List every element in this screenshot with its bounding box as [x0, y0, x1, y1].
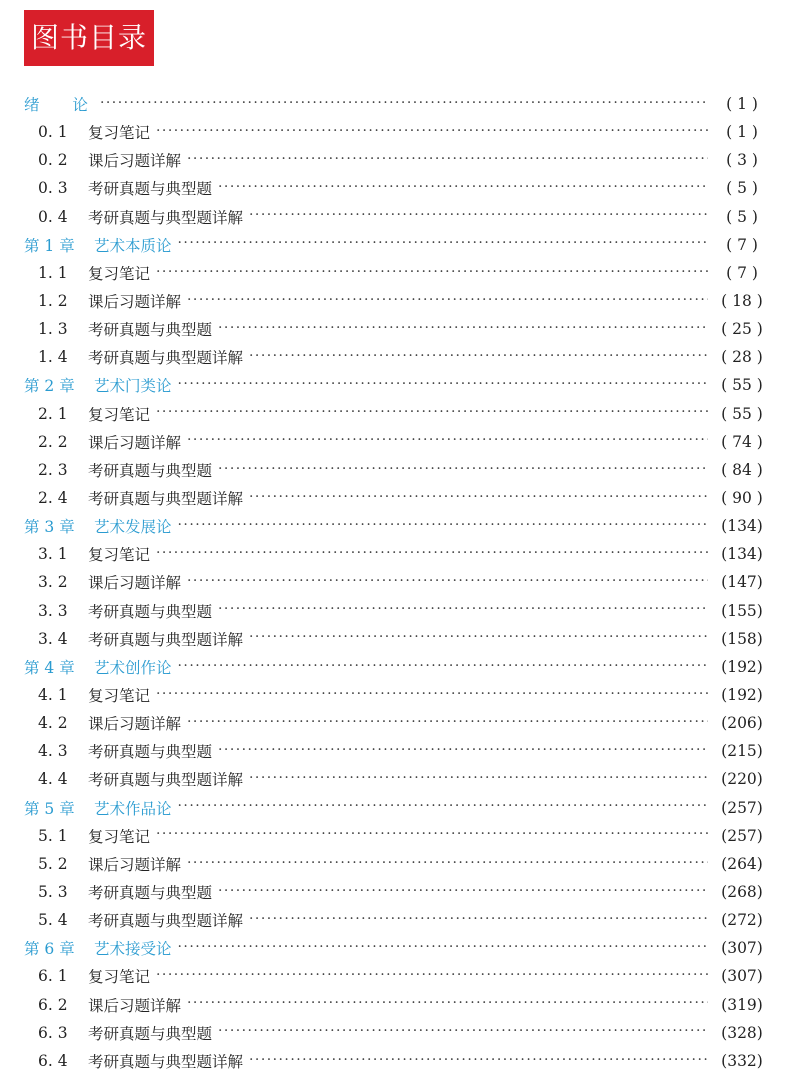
toc-entry-title: 课后习题详解 [88, 293, 182, 312]
toc-entry-number: 5. 2 [38, 854, 68, 873]
toc-entry-number: 0. 4 [38, 207, 68, 226]
toc-entry-number: 4. 1 [38, 686, 68, 705]
dot-leader [218, 320, 708, 339]
toc-section-row[interactable] [0, 709, 790, 737]
dot-leader [249, 911, 708, 930]
toc-chapter-row[interactable] [0, 371, 790, 399]
toc-page-number: ( 90 ) [721, 489, 763, 508]
toc-page-number: (220) [721, 770, 763, 789]
toc-entry-title: 考研真题与典型题详解 [88, 912, 244, 931]
toc-entry-number: 第 2 章 [24, 377, 75, 396]
toc-entry-number: 第 3 章 [24, 518, 75, 537]
toc-page-number: ( 18 ) [721, 292, 763, 311]
dot-leader [156, 404, 708, 423]
toc-entry-number: 3. 2 [38, 573, 68, 592]
dot-leader [156, 264, 708, 283]
toc-section-row[interactable] [0, 287, 790, 315]
toc-chapter-row[interactable] [0, 512, 790, 540]
toc-section-row[interactable] [0, 146, 790, 174]
toc-entry-title: 考研真题与典型题详解 [88, 1052, 244, 1071]
toc-entry-number: 第 1 章 [24, 236, 75, 255]
toc-entry-title: 考研真题与典型题 [88, 180, 213, 199]
toc-page-number: ( 5 ) [726, 207, 758, 226]
dot-leader [187, 855, 708, 874]
toc-section-row[interactable] [0, 597, 790, 625]
dot-leader [178, 658, 708, 677]
toc-section-row[interactable] [0, 118, 790, 146]
toc-section-row[interactable] [0, 878, 790, 906]
toc-section-row[interactable] [0, 681, 790, 709]
dot-leader [178, 376, 708, 395]
toc-page-number: ( 55 ) [721, 404, 763, 423]
toc-entry-title: 复习笔记 [88, 405, 151, 424]
toc-entry-number: 4. 3 [38, 742, 68, 761]
toc-entry-number: 6. 1 [38, 967, 68, 986]
dot-leader [156, 826, 708, 845]
toc-entry-number: 3. 4 [38, 629, 68, 648]
toc-entry-title: 复习笔记 [88, 687, 151, 706]
dot-leader [218, 601, 708, 620]
toc-page-number: (206) [721, 714, 763, 733]
dot-leader [249, 770, 708, 789]
dot-leader [100, 95, 708, 114]
dot-leader [249, 348, 708, 367]
toc-section-row[interactable] [0, 962, 790, 990]
dot-leader [218, 461, 708, 480]
toc-section-row[interactable] [0, 568, 790, 596]
toc-entry-number: 0. 3 [38, 179, 68, 198]
dot-leader [156, 967, 708, 986]
toc-section-row[interactable] [0, 906, 790, 934]
toc-entry-number: 5. 4 [38, 911, 68, 930]
toc-entry-title: 艺术发展论 [94, 518, 172, 537]
toc-section-row[interactable] [0, 343, 790, 371]
toc-entry-number: 4. 4 [38, 770, 68, 789]
toc-page-number: (307) [721, 967, 763, 986]
toc-entry-number: 6. 2 [38, 995, 68, 1014]
toc-page-number: (215) [721, 742, 763, 761]
toc-section-row[interactable] [0, 456, 790, 484]
toc-entry-number: 0. 2 [38, 151, 68, 170]
toc-page-number: ( 28 ) [721, 348, 763, 367]
dot-leader [187, 432, 708, 451]
toc-entry-title: 复习笔记 [88, 124, 151, 143]
toc-section-row[interactable] [0, 400, 790, 428]
toc-section-row[interactable] [0, 315, 790, 343]
toc-entry-title: 考研真题与典型题 [88, 602, 213, 621]
dot-leader [249, 1052, 708, 1071]
toc-entry-number: 1. 1 [38, 263, 68, 282]
dot-leader [187, 714, 708, 733]
toc-section-row[interactable] [0, 174, 790, 202]
dot-leader [156, 686, 708, 705]
toc-entry-number: 第 6 章 [24, 940, 75, 959]
dot-leader [187, 995, 708, 1014]
toc-chapter-row[interactable] [0, 653, 790, 681]
dot-leader [178, 798, 708, 817]
toc-entry-title: 复习笔记 [88, 264, 151, 283]
toc-page-number: (332) [721, 1051, 763, 1070]
toc-entry-title: 考研真题与典型题 [88, 1024, 213, 1043]
toc-page-number: (192) [721, 657, 763, 676]
toc-entry-title: 艺术接受论 [94, 940, 172, 959]
toc-entry-title: 考研真题与典型题详解 [88, 349, 244, 368]
toc-page-number: ( 7 ) [726, 235, 758, 254]
dot-leader [218, 179, 708, 198]
toc-page-number: ( 55 ) [721, 376, 763, 395]
toc-page-number: (328) [721, 1023, 763, 1042]
toc-page-number: (268) [721, 883, 763, 901]
toc-section-row[interactable] [0, 540, 790, 568]
toc-section-row[interactable] [0, 259, 790, 287]
dot-leader [178, 235, 708, 254]
toc-entry-number: 3. 3 [38, 601, 68, 620]
toc-chapter-row[interactable] [0, 794, 790, 822]
page-title: 图书目录 [24, 10, 154, 66]
toc-entry-title: 艺术作品论 [94, 799, 172, 818]
toc-page-number: (158) [721, 629, 763, 648]
toc-page-number: (319) [721, 995, 763, 1014]
toc-page-number: (264) [721, 854, 763, 873]
toc-entry-number: 1. 4 [38, 348, 68, 367]
toc-page-number: (272) [721, 911, 763, 930]
toc-page-number: (134) [721, 545, 763, 564]
toc-page-number: ( 3 ) [726, 151, 758, 170]
toc-section-row[interactable] [0, 1047, 790, 1075]
toc-section-row[interactable] [0, 850, 790, 878]
toc-page-number: ( 84 ) [721, 460, 763, 479]
toc-entry-number: 第 5 章 [24, 799, 75, 818]
toc-entry-title: 课后习题详解 [88, 152, 182, 171]
toc-entry-title: 考研真题与典型题 [88, 884, 213, 902]
toc-entry-number: 5. 3 [38, 883, 68, 901]
toc-entry-title: 课后习题详解 [88, 996, 182, 1015]
toc-chapter-row[interactable] [0, 231, 790, 259]
toc-entry-title: 复习笔记 [88, 827, 151, 846]
toc-section-row[interactable] [0, 625, 790, 653]
toc-page-number: (192) [721, 686, 763, 705]
toc-page-number: ( 25 ) [721, 320, 763, 339]
toc-section-row[interactable] [0, 1019, 790, 1047]
toc-section-row[interactable] [0, 484, 790, 512]
toc-page-number: ( 5 ) [726, 179, 758, 198]
toc-entry-title: 考研真题与典型题详解 [88, 771, 244, 790]
toc-entry-title: 课后习题详解 [88, 574, 182, 593]
toc-entry-number: 1. 2 [38, 292, 68, 311]
toc-chapter-row[interactable] [0, 934, 790, 962]
toc-entry-title: 考研真题与典型题详解 [88, 630, 244, 649]
toc-page-number: (257) [721, 798, 763, 817]
dot-leader [178, 517, 708, 536]
toc-entry-number: 第 4 章 [24, 658, 75, 677]
toc-section-row[interactable] [0, 991, 790, 1019]
toc-page-number: (147) [721, 573, 763, 592]
toc-entry-number: 绪 论 [24, 96, 102, 115]
toc-entry-number: 1. 3 [38, 320, 68, 339]
toc-entry-number: 3. 1 [38, 545, 68, 564]
toc-entry-number: 2. 1 [38, 404, 68, 423]
toc-entry-number: 2. 2 [38, 432, 68, 451]
toc-entry-title: 复习笔记 [88, 546, 151, 565]
toc-entry-title: 课后习题详解 [88, 715, 182, 734]
toc-chapter-row[interactable] [0, 90, 790, 118]
toc-section-row[interactable] [0, 737, 790, 765]
dot-leader [187, 573, 708, 592]
dot-leader [218, 1023, 708, 1042]
toc-section-row[interactable] [0, 428, 790, 456]
dot-leader [249, 489, 708, 508]
toc-entry-title: 艺术创作论 [94, 658, 172, 677]
dot-leader [187, 151, 708, 170]
toc-entry-number: 6. 4 [38, 1051, 68, 1070]
toc-entry-title: 考研真题与典型题 [88, 743, 213, 762]
toc-entry-title: 考研真题与典型题详解 [88, 490, 244, 509]
toc-entry-number: 4. 2 [38, 714, 68, 733]
toc-page-number: (134) [721, 517, 763, 536]
toc-entry-number: 5. 1 [38, 826, 68, 845]
dot-leader [187, 292, 708, 311]
toc-entry-title: 考研真题与典型题详解 [88, 208, 244, 227]
toc-entry-number: 2. 4 [38, 489, 68, 508]
dot-leader [249, 207, 708, 226]
toc-entry-title: 艺术门类论 [94, 377, 172, 396]
toc-page-number: ( 7 ) [726, 263, 758, 282]
toc-entry-title: 艺术本质论 [94, 236, 172, 255]
toc-entry-title: 课后习题详解 [88, 433, 182, 452]
toc-page-number: ( 1 ) [726, 123, 758, 142]
toc-page-number: ( 74 ) [721, 432, 763, 451]
toc-page-number: ( 1 ) [726, 95, 758, 114]
toc-section-row[interactable] [0, 203, 790, 231]
toc-page-number: (307) [721, 939, 763, 958]
dot-leader [249, 629, 708, 648]
dot-leader [156, 545, 708, 564]
dot-leader [218, 883, 708, 902]
dot-leader [218, 742, 708, 761]
toc-entry-number: 6. 3 [38, 1023, 68, 1042]
toc-section-row[interactable] [0, 765, 790, 793]
toc-entry-title: 课后习题详解 [88, 855, 182, 874]
toc-page-number: (155) [721, 601, 763, 620]
dot-leader [156, 123, 708, 142]
toc-section-row[interactable] [0, 822, 790, 850]
dot-leader [178, 939, 708, 958]
toc-entry-title: 考研真题与典型题 [88, 321, 213, 340]
toc-entry-number: 0. 1 [38, 123, 68, 142]
toc-entry-title: 复习笔记 [88, 968, 151, 987]
toc-entry-title: 考研真题与典型题 [88, 461, 213, 480]
table-of-contents [0, 90, 790, 1075]
toc-page-number: (257) [721, 826, 763, 845]
toc-entry-number: 2. 3 [38, 460, 68, 479]
